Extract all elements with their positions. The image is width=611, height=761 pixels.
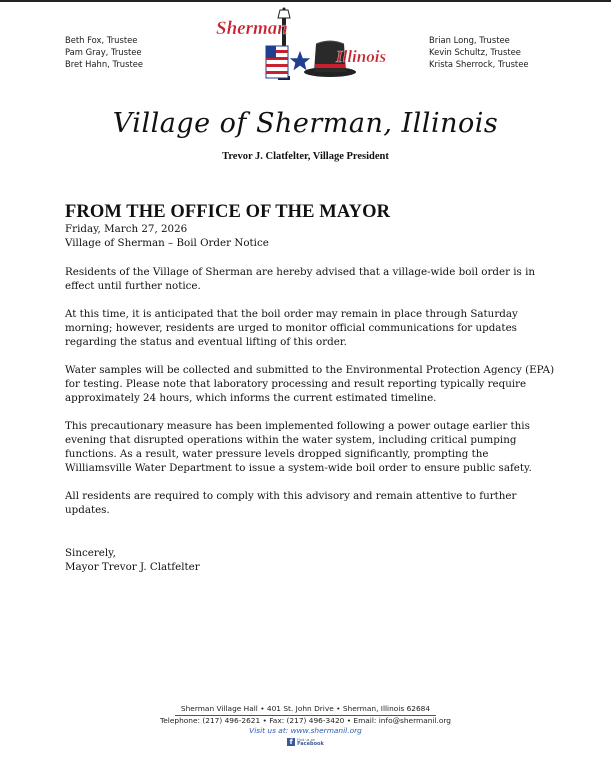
- facebook-big-text: Facebook: [297, 740, 324, 747]
- village-title: Village of Sherman, Illinois: [112, 108, 499, 139]
- footer-contact: Telephone: (217) 496-2621 • Fax: (217) 496-3420 • Email: info@shermanil.org: [160, 715, 451, 725]
- trustee-name: Kevin Schultz, Trustee: [429, 47, 521, 58]
- paragraph: At this time, it is anticipated that the boil order may remain in place through Saturday morning; however, residents are urged to monitor official communications for updates regarding the status and eventual lifting of this order.: [65, 308, 518, 348]
- paragraph: Residents of the Village of Sherman are hereby advised that a village-wide boil order is in effect until further notice.: [65, 266, 536, 292]
- president-line: Trevor J. Clatfelter, Village President: [222, 151, 389, 162]
- footer-address: Sherman Village Hall • 401 St. John Drive • Sherman, Illinois 62684: [175, 704, 436, 716]
- star-icon: [289, 50, 311, 71]
- trustees-left: [65, 34, 143, 71]
- closing-block: [65, 546, 200, 574]
- facebook-link[interactable]: [287, 738, 324, 746]
- trustee-name: Brian Long, Trustee: [429, 35, 510, 45]
- paragraph: All residents are required to comply with this advisory and remain attentive to further updates.: [65, 490, 517, 516]
- paragraph: This precautionary measure has been implemented following a power outage earlier this evening that disrupted operations within the water system, including critical pumping functions. As a result, water pressure levels dropped significantly, prompting the Williamsville Water Department to issue a system-wide boil order to ensure public safety.: [65, 420, 532, 474]
- facebook-icon: f: [287, 738, 295, 746]
- facebook-small-text: Find us on: [297, 737, 315, 742]
- top-rule: [0, 0, 611, 2]
- trustee-name: Krista Sherrock, Trustee: [429, 59, 529, 70]
- letter-body: [65, 265, 555, 531]
- footer: [0, 704, 611, 747]
- facebook-label: [297, 738, 324, 746]
- letter-date: Friday, March 27, 2026: [65, 223, 188, 235]
- trustee-name: Bret Hahn, Trustee: [65, 59, 144, 70]
- website-link[interactable]: Visit us at: www.shermanil.org: [249, 726, 362, 735]
- trustee-name: Beth Fox, Trustee: [65, 35, 138, 45]
- letter-heading: FROM THE OFFICE OF THE MAYOR: [65, 202, 391, 222]
- trustee-name: Pam Gray, Trustee: [65, 47, 142, 58]
- logo-word-right: Illinois: [336, 47, 387, 66]
- sherman-illinois-logo: [212, 6, 394, 84]
- flag-icon: [266, 46, 288, 78]
- closing-salutation: Sincerely,: [65, 547, 116, 559]
- logo-word-left: Sherman: [216, 18, 288, 39]
- trustees-right: [429, 34, 529, 71]
- letter-subject: Village of Sherman – Boil Order Notice: [65, 237, 269, 249]
- paragraph: Water samples will be collected and submitted to the Environmental Protection Agency (EPA) for testing. Please note that laboratory processing and result reporting typically require approximately 24 hours, which informs the current estimated timeline.: [65, 364, 555, 404]
- signature: Mayor Trevor J. Clatfelter: [65, 561, 200, 573]
